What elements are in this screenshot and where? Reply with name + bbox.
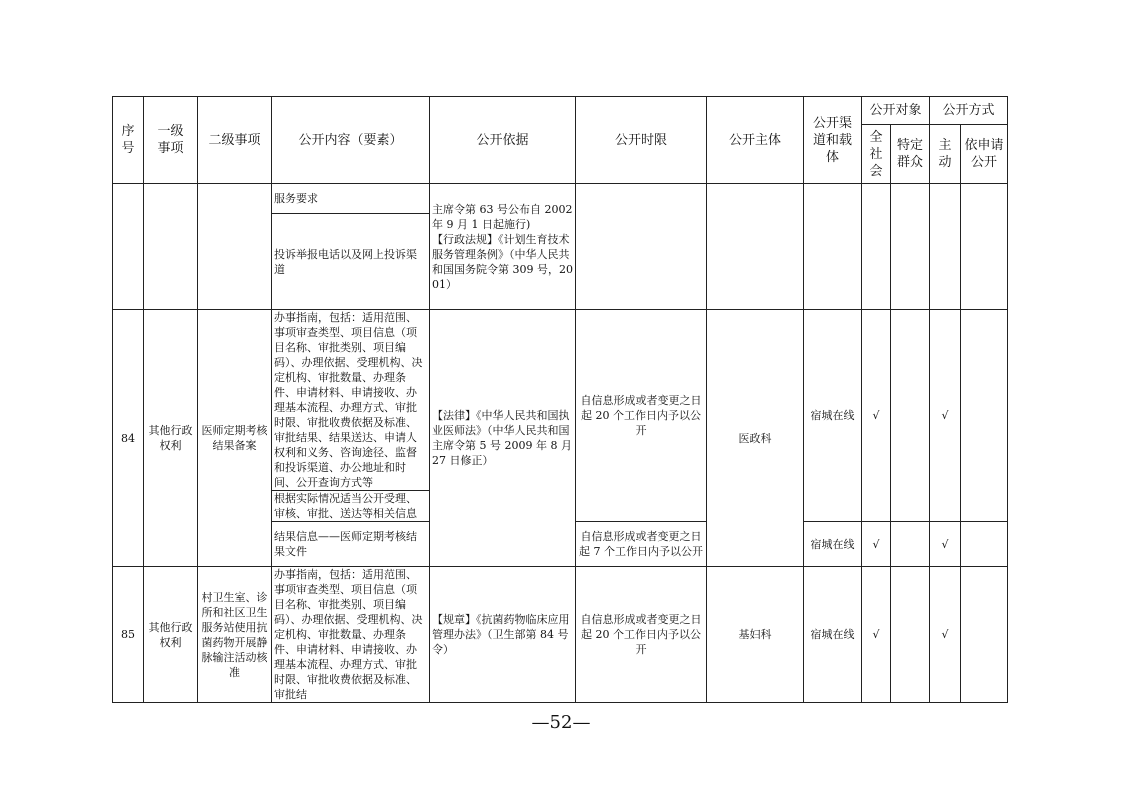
- header-basis: 公开依据: [430, 97, 576, 184]
- row84-target-specific-b: [891, 522, 930, 567]
- row84-method-request-b: [961, 522, 1008, 567]
- cont-method-active-cell: [930, 184, 961, 310]
- row84-level2: 医师定期考核结果备案: [198, 310, 272, 567]
- header-target-all: 全社会: [862, 125, 891, 184]
- header-target-specific: 特定群众: [891, 125, 930, 184]
- cont-time-limit-cell: [576, 184, 707, 310]
- header-seq: 序号: [113, 97, 144, 184]
- row84-basis: 【法律】《中华人民共和国执业医师法》（中华人民共和国主席令第 5 号 2009 年 8 月 27 日修正）: [430, 310, 576, 567]
- page-number: —52—: [531, 712, 591, 733]
- row84-method-request: [961, 310, 1008, 522]
- cont-channel-cell: [804, 184, 862, 310]
- row85-target-specific: [891, 567, 930, 703]
- cont-method-request-cell: [961, 184, 1008, 310]
- row84-method-active-check-b: √: [930, 522, 961, 567]
- cont-content-b: 投诉举报电话以及网上投诉渠道: [272, 214, 430, 310]
- cont-content-a: 服务要求: [272, 184, 430, 214]
- cont-basis: 主席令第 63 号公布自 2002 年 9 月 1 日起施行) 【行政法规】《计划生育技术服务管理条例》（中华人民共和国国务院令第 309 号，2001）: [430, 184, 576, 310]
- row84-target-specific: [891, 310, 930, 522]
- header-channel: 公开渠道和载体: [804, 97, 862, 184]
- row84-channel-a: 宿城在线: [804, 310, 862, 522]
- header-level2: 二级事项: [198, 97, 272, 184]
- header-subject: 公开主体: [707, 97, 804, 184]
- header-method-request: 依申请公开: [961, 125, 1008, 184]
- header-content: 公开内容（要素）: [272, 97, 430, 184]
- header-time-limit: 公开时限: [576, 97, 707, 184]
- row84-content-b: 根据实际情况适当公开受理、审核、审批、送达等相关信息: [272, 491, 430, 522]
- header-target: 公开对象: [862, 97, 930, 125]
- row84-method-active-check: √: [930, 310, 961, 522]
- header-method-active: 主动: [930, 125, 961, 184]
- cont-subject-cell: [707, 184, 804, 310]
- row85-basis: 【规章】《抗菌药物临床应用管理办法》（卫生部第 84 号令）: [430, 567, 576, 703]
- row85-method-request: [961, 567, 1008, 703]
- row85-content-a: 办事指南，包括：适用范围、事项审查类型、项目信息（项目名称、审批类别、项目编码）、办理依据、受理机构、决定机构、审批数量、办理条件、申请材料、申请接收、办理基本流程、办理方式、审批时限、审批收费依据及标准、审批结: [272, 567, 430, 703]
- cont-target-all-cell: [862, 184, 891, 310]
- row84-target-all-check-b: √: [862, 522, 891, 567]
- row85-level1: 其他行政权利: [144, 567, 198, 703]
- row84-seq: 84: [113, 310, 144, 567]
- row84-level1: 其他行政权利: [144, 310, 198, 567]
- row85-time-limit: 自信息形成或者变更之日起 20 个工作日内予以公开: [576, 567, 707, 703]
- header-method: 公开方式: [930, 97, 1008, 125]
- row85-seq: 85: [113, 567, 144, 703]
- cont-seq-cell: [113, 184, 144, 310]
- disclosure-table: [112, 96, 1008, 703]
- row85-level2: 村卫生室、诊所和社区卫生服务站使用抗菌药物开展静脉输注活动核准: [198, 567, 272, 703]
- row84-time-limit-b: 自信息形成或者变更之日起 7 个工作日内予以公开: [576, 522, 707, 567]
- cont-target-specific-cell: [891, 184, 930, 310]
- row85-method-active-check: √: [930, 567, 961, 703]
- row84-time-limit-a: 自信息形成或者变更之日起 20 个工作日内予以公开: [576, 310, 707, 522]
- row85-target-all-check: √: [862, 567, 891, 703]
- row84-channel-b: 宿城在线: [804, 522, 862, 567]
- row84-subject: 医政科: [707, 310, 804, 567]
- row85-channel: 宿城在线: [804, 567, 862, 703]
- row84-content-a: 办事指南，包括：适用范围、事项审查类型、项目信息（项目名称、审批类别、项目编码）、办理依据、受理机构、决定机构、审批数量、办理条件、申请材料、申请接收、办理基本流程、办理方式、审批时限、审批收费依据及标准、审批结果、结果送达、申请人权利和义务、咨询途径、监督和投诉渠道、办公地址和时间、公开查询方式等: [272, 310, 430, 491]
- cont-level1-cell: [144, 184, 198, 310]
- row85-subject: 基妇科: [707, 567, 804, 703]
- header-level1: 一级事项: [144, 97, 198, 184]
- row84-content-c: 结果信息——医师定期考核结果文件: [272, 522, 430, 567]
- cont-level2-cell: [198, 184, 272, 310]
- row84-target-all-check: √: [862, 310, 891, 522]
